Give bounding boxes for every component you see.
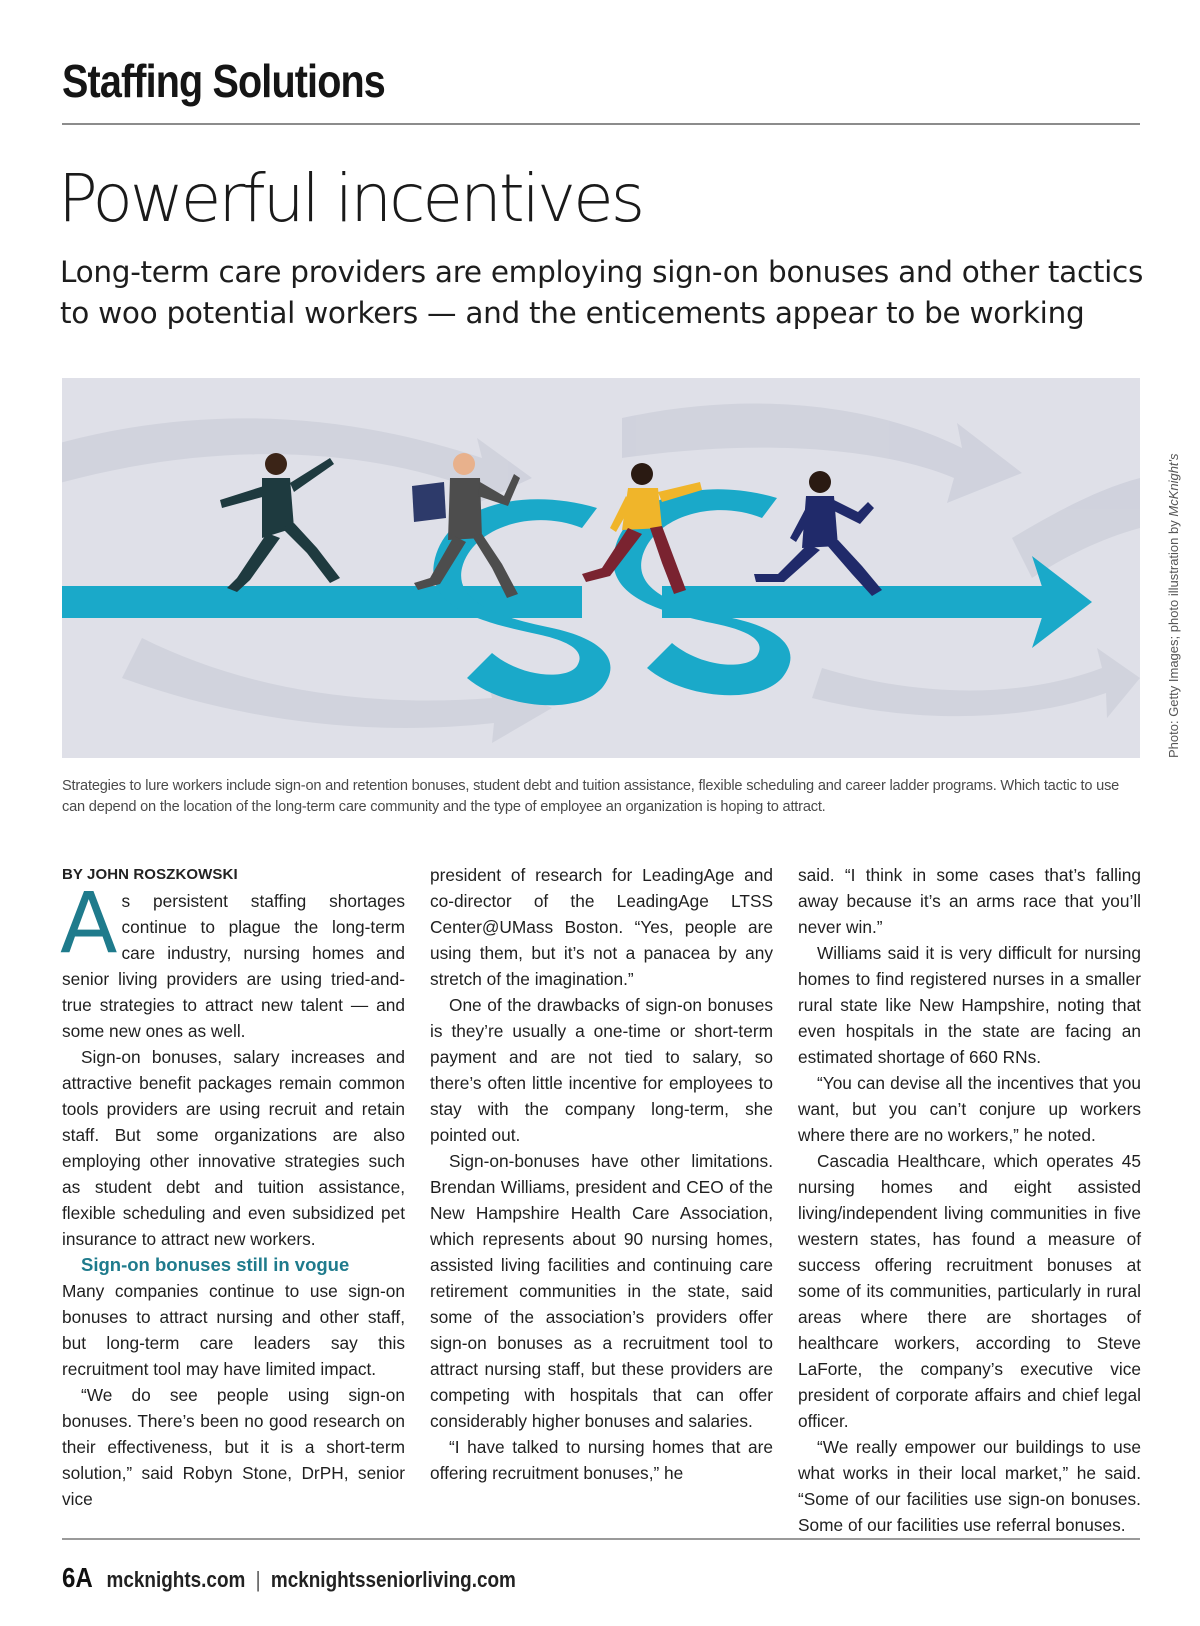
runner-figure-1 (220, 453, 340, 592)
body-paragraph: Sign-on bonuses, salary increases and attractive benefit packages remain common tools providers are using recruit and retain staff. But some organizations are also employing other innovative strategies such as student debt and tuition assistance, flexible scheduling and even subsidized pet insurance to attract new workers. (62, 1047, 405, 1249)
article-column-3 (798, 862, 1141, 1538)
body-paragraph: “We do see people using sign-on bonuses. There’s been no good research on their effectiveness, but it is a short-term solution,” said Robyn Stone, DrPH, senior vice (62, 1385, 405, 1509)
article-column-2 (430, 862, 773, 1486)
subheading: Sign-on bonuses still in vogue (81, 1254, 350, 1275)
byline: BY JOHN ROSZKOWSKI (62, 866, 238, 883)
article-column-1 (62, 862, 405, 1512)
article-illustration (62, 378, 1140, 758)
drop-cap: A (60, 874, 118, 972)
footer-rule (62, 1538, 1140, 1540)
section-title: Staffing Solutions (62, 55, 385, 107)
body-paragraph: Sign-on-bonuses have other limitations. Brendan Williams, president and CEO of the New Hampshire Health Care Association, which represents about 90 nursing homes, assisted living facilities and continuing care retirement communities in the state, said some of the association’s providers offer sign-on bonuses as a recruitment tool to attract nursing staff, but these providers are competing with hospitals that can offer considerably higher bonuses and salaries. (430, 1151, 773, 1431)
body-paragraph: “You can devise all the incentives that you want, but you can’t conjure up workers where there are no workers,” he noted. (798, 1073, 1141, 1145)
body-paragraph: Williams said it is very difficult for nursing homes to find registered nurses in a smaller rural state like New Hampshire, noting that even hospitals in the state are facing an estimated shortage of 660 RNs. (798, 943, 1141, 1067)
article-deck: Long-term care providers are employing sign-on bonuses and other tactics to woo potential workers — and the enticements appear to be working (60, 255, 1144, 330)
footer-separator: | (255, 1567, 261, 1592)
page-number: 6A (62, 1562, 93, 1593)
runner-figure-4 (754, 471, 882, 596)
photo-credit: Photo: Getty Images; photo illustration by McKnight's (1166, 453, 1181, 758)
body-paragraph: “We really empower our buildings to use what works in their local market,” he said. “Some of our facilities use sign-on bonuses. Some of our facilities use referral bonuses. (798, 1437, 1141, 1535)
runners-dollar-arrow-illustration (62, 378, 1140, 758)
header-rule (62, 123, 1140, 125)
article-headline: Powerful incentives (58, 160, 643, 237)
body-paragraph: said. “I think in some cases that’s falling away because it’s an arms race that you’ll never win.” (798, 865, 1141, 937)
page-footer (62, 1562, 516, 1594)
body-paragraph: president of research for LeadingAge and co-director of the LeadingAge LTSS Center@UMass Boston. “Yes, people are using them, but it’s not a panacea by any stretch of the imagination.” (430, 865, 773, 989)
body-paragraph: Cascadia Healthcare, which operates 45 nursing homes and eight assisted living/independent living communities in five western states, has found a measure of success offering recruitment bonuses at some of its communities, particularly in rural areas where there are shortages of healthcare workers, according to Steve LaForte, the company’s executive vice president of corporate affairs and chief legal officer. (798, 1151, 1141, 1431)
body-paragraph: “I have talked to nursing homes that are offering recruitment bonuses,” he (430, 1437, 773, 1483)
lead-paragraph: As persistent staffing shortages continue to plague the long-term care industry, nursing homes and senior living providers are using tried-and-true strategies to attract new talent — and some new ones as well. (60, 874, 405, 1041)
body-paragraph: Many companies continue to use sign-on bonuses to attract nursing and other staff, but long-term care leaders say this recruitment tool may have limited impact. (62, 1281, 405, 1379)
footer-link-senior-living[interactable]: mcknightsseniorliving.com (270, 1567, 516, 1592)
body-paragraph: One of the drawbacks of sign-on bonuses is they’re usually a one-time or short-term payment and are not tied to salary, so there’s often little incentive for employees to stay with the company long-term, she pointed out. (430, 995, 773, 1145)
footer-link-mcknights[interactable]: mcknights.com (106, 1567, 246, 1592)
figure-caption: Strategies to lure workers include sign-on and retention bonuses, student debt and tuition assistance, flexible scheduling and career ladder programs. Which tactic to use can depend on the location of the long-term care community and the type of employee an organization is hoping to attract. (62, 778, 1120, 815)
